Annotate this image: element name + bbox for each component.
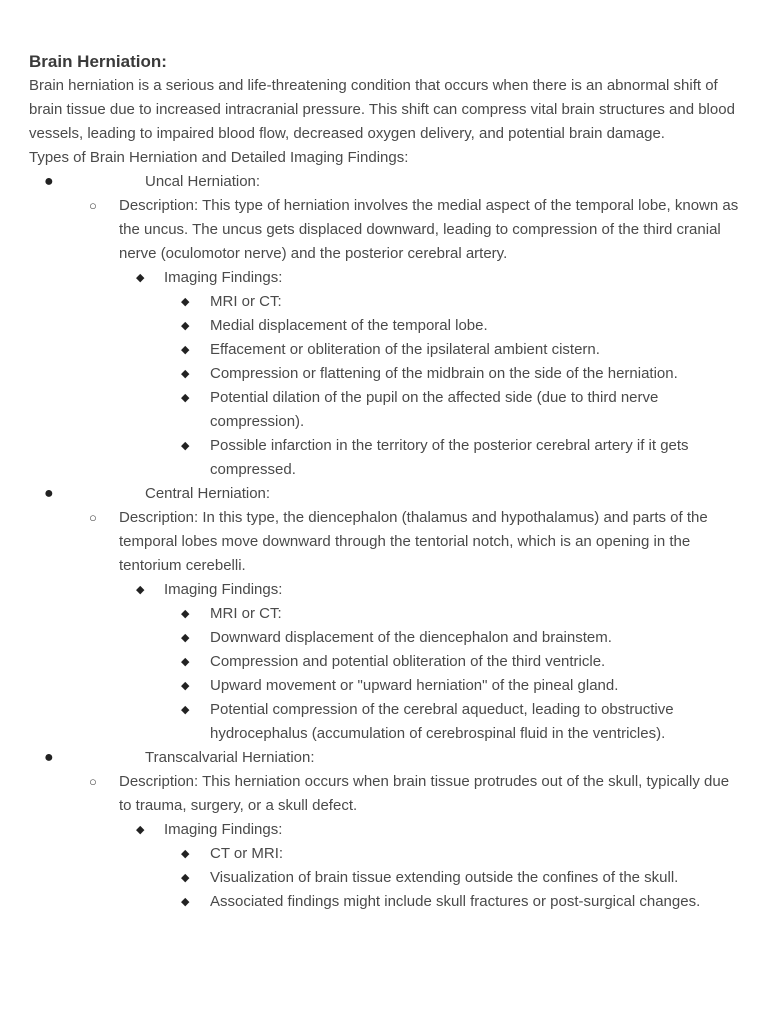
finding-text: Compression and potential obliteration of the third ventricle. [210, 653, 606, 670]
intro-paragraph: Brain herniation is a serious and life-threatening condition that occurs when there is an abnormal shift of brain tissue due to increased intracranial pressure. This shift can compress vital brain structures and blood vessels, leading to impaired blood flow, decreased oxygen delivery, and potential brain damage. [29, 77, 735, 142]
finding-item [29, 290, 741, 314]
finding-text: MRI or CT: [210, 293, 282, 310]
finding-item [29, 434, 741, 482]
section-central [29, 482, 741, 506]
finding-text: Visualization of brain tissue extending outside the confines of the skull. [210, 869, 679, 886]
finding-text: Effacement or obliteration of the ipsilateral ambient cistern. [210, 341, 600, 358]
finding-text: Associated findings might include skull fractures or post-surgical changes. [210, 893, 701, 910]
filled-bullet-icon: ● [44, 485, 54, 502]
finding-item [29, 650, 741, 674]
imaging-findings-label [29, 266, 741, 290]
finding-item [29, 698, 741, 746]
finding-item [29, 842, 741, 866]
section-title: Transcalvarial Herniation: [145, 749, 315, 766]
filled-bullet-icon: ● [44, 749, 54, 766]
document-page [29, 50, 741, 914]
section-uncal [29, 170, 741, 194]
diamond-bullet-icon: ◆ [181, 608, 190, 620]
finding-text: Downward displacement of the diencephalon and brainstem. [210, 629, 612, 646]
imaging-label-text: Imaging Findings: [164, 581, 283, 598]
finding-item [29, 674, 741, 698]
diamond-bullet-icon: ◆ [181, 680, 190, 692]
section-description [29, 770, 741, 818]
description-text: Description: This herniation occurs when brain tissue protrudes out of the skull, typically due to trauma, surgery, or a skull defect. [119, 773, 730, 814]
section-description [29, 506, 741, 578]
finding-text: Potential dilation of the pupil on the affected side (due to third nerve compression). [210, 389, 659, 430]
finding-item [29, 602, 741, 626]
diamond-bullet-icon: ◆ [181, 296, 190, 308]
filled-bullet-icon: ● [44, 173, 54, 190]
section-title: Central Herniation: [145, 485, 271, 502]
finding-text: Compression or flattening of the midbrain on the side of the herniation. [210, 365, 678, 382]
finding-item [29, 626, 741, 650]
imaging-findings-label [29, 578, 741, 602]
diamond-bullet-icon: ◆ [181, 440, 190, 452]
finding-item [29, 890, 741, 914]
finding-item [29, 314, 741, 338]
description-text: Description: In this type, the diencephalon (thalamus and hypothalamus) and parts of the temporal lobes move downward through the tentorial notch, which is an opening in the tentorium cerebelli. [119, 509, 708, 574]
finding-item [29, 866, 741, 890]
diamond-bullet-icon: ◆ [181, 392, 190, 404]
diamond-bullet-icon: ◆ [181, 656, 190, 668]
imaging-label-text: Imaging Findings: [164, 269, 283, 286]
imaging-label-text: Imaging Findings: [164, 821, 283, 838]
finding-text: Possible infarction in the territory of the posterior cerebral artery if it gets compressed. [210, 437, 689, 478]
diamond-bullet-icon: ◆ [136, 272, 145, 284]
document-title: Brain Herniation: [29, 52, 167, 71]
diamond-bullet-icon: ◆ [136, 584, 145, 596]
finding-text: Upward movement or "upward herniation" of the pineal gland. [210, 677, 619, 694]
section-description [29, 194, 741, 266]
finding-text: MRI or CT: [210, 605, 282, 622]
diamond-bullet-icon: ◆ [181, 896, 190, 908]
finding-text: Medial displacement of the temporal lobe. [210, 317, 488, 334]
finding-item [29, 338, 741, 362]
diamond-bullet-icon: ◆ [181, 872, 190, 884]
hollow-bullet-icon: ○ [89, 510, 97, 525]
imaging-findings-label [29, 818, 741, 842]
section-title: Uncal Herniation: [145, 173, 261, 190]
types-heading: Types of Brain Herniation and Detailed Imaging Findings: [29, 149, 409, 166]
hollow-bullet-icon: ○ [89, 198, 97, 213]
diamond-bullet-icon: ◆ [181, 632, 190, 644]
finding-text: Potential compression of the cerebral aqueduct, leading to obstructive hydrocephalus (accumulation of cerebrospinal fluid in the ventricles). [210, 701, 674, 742]
diamond-bullet-icon: ◆ [181, 320, 190, 332]
finding-item [29, 362, 741, 386]
description-text: Description: This type of herniation involves the medial aspect of the temporal lobe, known as the uncus. The uncus gets displaced downward, leading to compression of the third cranial nerve (oculomotor nerve) and the posterior cerebral artery. [119, 197, 739, 262]
section-transcalvarial [29, 746, 741, 770]
hollow-bullet-icon: ○ [89, 774, 97, 789]
diamond-bullet-icon: ◆ [181, 368, 190, 380]
diamond-bullet-icon: ◆ [136, 824, 145, 836]
finding-text: CT or MRI: [210, 845, 284, 862]
diamond-bullet-icon: ◆ [181, 704, 190, 716]
finding-item [29, 386, 741, 434]
diamond-bullet-icon: ◆ [181, 344, 190, 356]
diamond-bullet-icon: ◆ [181, 848, 190, 860]
